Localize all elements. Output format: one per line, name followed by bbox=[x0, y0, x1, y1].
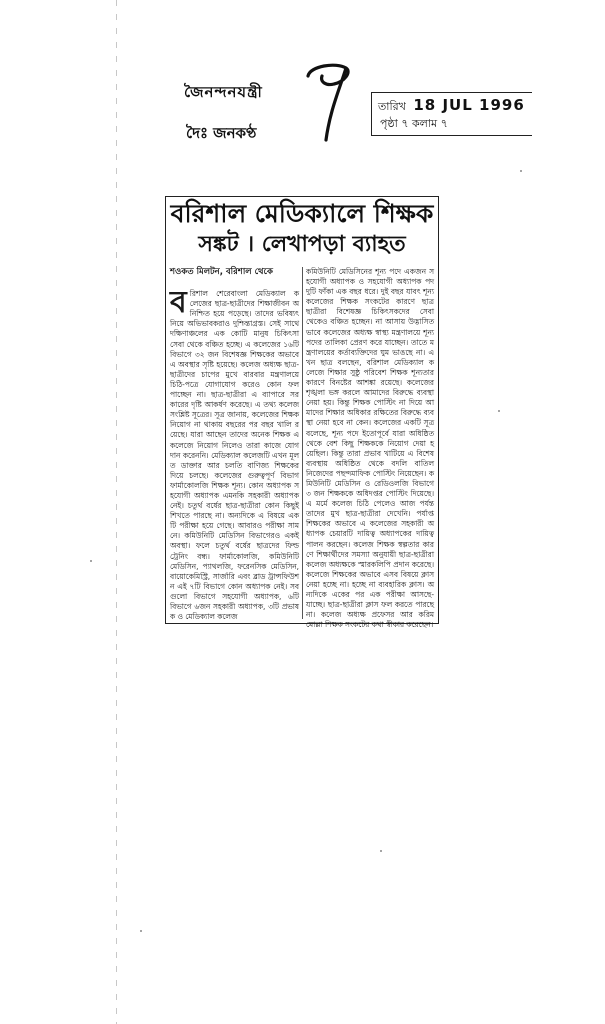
article-column-left bbox=[170, 267, 299, 622]
column-divider bbox=[302, 267, 303, 619]
handwritten-page-number-seven bbox=[300, 58, 360, 144]
scan-speck bbox=[498, 410, 500, 412]
margin-line bbox=[116, 0, 117, 1024]
headline-line-1: বরিশাল মেডিক্যালে শিক্ষক bbox=[170, 199, 434, 228]
headline-line-2: সঙ্কট । লেখাপড়া ব্যাহত bbox=[198, 231, 406, 257]
newspaper-clipping bbox=[165, 196, 439, 630]
date-label: তারিখ bbox=[378, 100, 406, 113]
page-column-label: পৃষ্ঠা ৭ কলাম ৭ bbox=[380, 117, 448, 130]
article-column-right bbox=[306, 267, 434, 630]
scan-speck bbox=[90, 560, 92, 562]
headline bbox=[166, 199, 438, 259]
scan-speck bbox=[380, 850, 382, 852]
newspaper-name: দৈঃ জনকণ্ঠ bbox=[186, 124, 257, 142]
date-row bbox=[378, 96, 525, 117]
article-body-right: কমিউনিটি মেডিসিনের শূন্য পদে একজন সহযোগী অধ্যাপক ও সহযোগী অধ্যাপক পদ দুটি ফাঁকা এক বছর ধরে। দুই বছর যাবৎ শূন্য কলেজের শিক্ষক সংকটের কারণে ছাত্রছাত্রীরা বিশেষজ্ঞ চিকিৎসকদের সেবা থেকেও বঞ্চিত হচ্ছেন। না আসায় উদ্ভাসিতভাবে কলেজের অধ্যক্ষ স্বাস্থ্য মন্ত্রণালয়ে শূন্য পদের তালিকা প্রেরণ করে যাচ্ছেন। তাতে মন্ত্রণালয়ের কর্তাব্যক্তিদের ঘুম ভাঙছে না। এখন ছাত্র বলছেন, বরিশাল মেডিক্যাল কলেজে শিক্ষার সুষ্ঠু পরিবেশ শিক্ষক শূন্যতার কারণে বিনষ্টের আশঙ্কা রয়েছে। কলেজের শৃঙ্খলা ভঙ্গ করলে আমাদের বিরুদ্ধে ব্যবস্থা নেয়া হয়। কিন্তু শিক্ষক পোস্টিং না দিয়ে আমাদের শিক্ষার অধিকার রক্ষিতের বিরুদ্ধে ব্যবস্থা নেয়া হবে না কেন। কলেজের একটি সূত্র বলেছে, শূন্য পদে ইতোপূর্বে যারা অধিষ্ঠিত থেকে বেশ কিছু শিক্ষককে নিয়োগ দেয়া হয়েছিল। কিন্তু তারা প্রভাব খাটিয়ে এ বিশেষ ব্যবস্থায় অধিষ্ঠিত থেকে বদলি বাতিল নিজেদের পছন্দমাফিক পোস্টিং নিয়েছেন। কমিউনিটি মেডিসিন ও রেডিওলজি বিভাগে ৩ জন শিক্ষককে অধিদপ্তর পোস্টিং দিয়েছে। এ মর্মে কলেজ চিঠি পেলেও আজ পর্যন্ত তাদের মুখ ছাত্র-ছাত্রীরা দেখেনি। পর্যাপ্ত শিক্ষকের অভাবে এ কলেজের সহকারী অধ্যাপক চেয়ারটি দায়িত্ব অধ্যাপকের দায়িত্ব পালন করছেন। কলেজ শিক্ষক স্বল্পতার কারণে শিক্ষার্থীদের সমস্যা অনুযায়ী ছাত্র-ছাত্রীরা কলেজ অধ্যক্ষকে স্মারকলিপি প্রদান করেছে। কলেজে শিক্ষকের অভাবে এসব বিষয়ে ক্লাস নেয়া হচ্ছে না। হচ্ছে না ব্যবহারিক ক্লাস। অন্যদিকে একের পর এক পরীক্ষা আসছে-যাচ্ছে। ছাত্র-ছাত্রীরা ক্লাস ফল করতে পারছে না। কলেজ অধ্যক্ষ প্রফেসর আর করিম মোল্লা শিক্ষক সংকটের কথা স্বীকার করেছেন। bbox=[306, 267, 434, 630]
article-body-left: রিশাল শেরেবাংলা মেডিক্যাল কলেজের ছাত্র-ছাত্রীদের শিক্ষাজীবন অনিশ্চিত হয়ে পড়েছে। তাদের ভবিষ্যৎ নিয়ে অভিভাবকরাও দুশ্চিন্তাগ্রস্ত। সেই সাথে দক্ষিণাঞ্চলের এক কোটি মানুষ চিকিৎসা সেবা থেকে বঞ্চিত হচ্ছে। এ কলেজের ১৬টি বিভাগে ৩২ জন বিশেষজ্ঞ শিক্ষকের অভাবে এ অবস্থার সৃষ্টি হয়েছে। কলেজ অধ্যক্ষ ছাত্র-ছাত্রীদের চাপের মুখে বারবার মন্ত্রণালয়ে চিঠি-পত্রে যোগাযোগ করেও কোন ফল পাচ্ছেন না। ছাত্র-ছাত্রীরা এ ব্যাপারে সরকারের দৃষ্টি আকর্ষণ করেছে। এ তথ্য কলেজ সংশ্লিষ্ট সূত্রের। সূত্র জানায়, কলেজের শিক্ষক নিয়োগ না থাকায় বছরের পর বছর খালি রয়েছে। যারা আছেন তাদের অনেক শিক্ষক এ কলেজে নিয়োগ নিলেও তারা কাজে যোগদান করেননি। মেডিক্যাল কলেজটি এখন মূলত ডাক্তার আর চলতি বাণিজ্য শিক্ষকের দিয়ে চলছে। কলেজের গুরুত্বপূর্ণ বিভাগ ফার্মাকোলজি শিক্ষক শূন্য। কোন অধ্যাপক সহযোগী অধ্যাপক এমনকি সহকারী অধ্যাপক নেই। চতুর্থ বর্ষের ছাত্র-ছাত্রীরা কোন কিছুই শিখতে পারছে না। অন্যদিকে এ বিষয়ে একটি পরীক্ষা হয়ে গেছে। আবারও পরীক্ষা সামনে। কমিউনিটি মেডিসিন বিভাগেরও একই অবস্থা। ফলে চতুর্থ বর্ষের ছাত্রদের ফিল্ড ট্রেনিং বন্ধ। ফার্মাকোলজি, কমিউনিটি মেডিসিন, প্যাথলজি, ফরেনসিক মেডিসিন, বায়োকেমিস্ট্রি, সার্জারি এবং ব্লাড ট্রান্সফিউশন এই ৭টি বিভাগে কোন অধ্যাপক নেই। সবগুলো বিভাগে সহযোগী অধ্যাপক, ৬টি বিভাগে ৬জন সহকারী অধ্যাপক, ৩টি প্রভাষক ও মেডিক্যাল কলেজ bbox=[170, 289, 299, 622]
scan-speck bbox=[140, 930, 142, 932]
date-value: 18 JUL 1996 bbox=[413, 96, 525, 114]
scan-speck bbox=[520, 170, 522, 172]
byline: শওকত মিলটন, বরিশাল থেকে bbox=[170, 267, 273, 277]
drop-cap: ব bbox=[170, 285, 187, 321]
date-stamp-box bbox=[371, 92, 532, 136]
source-label: জৈনন্দনযন্ত্রী bbox=[184, 83, 263, 101]
